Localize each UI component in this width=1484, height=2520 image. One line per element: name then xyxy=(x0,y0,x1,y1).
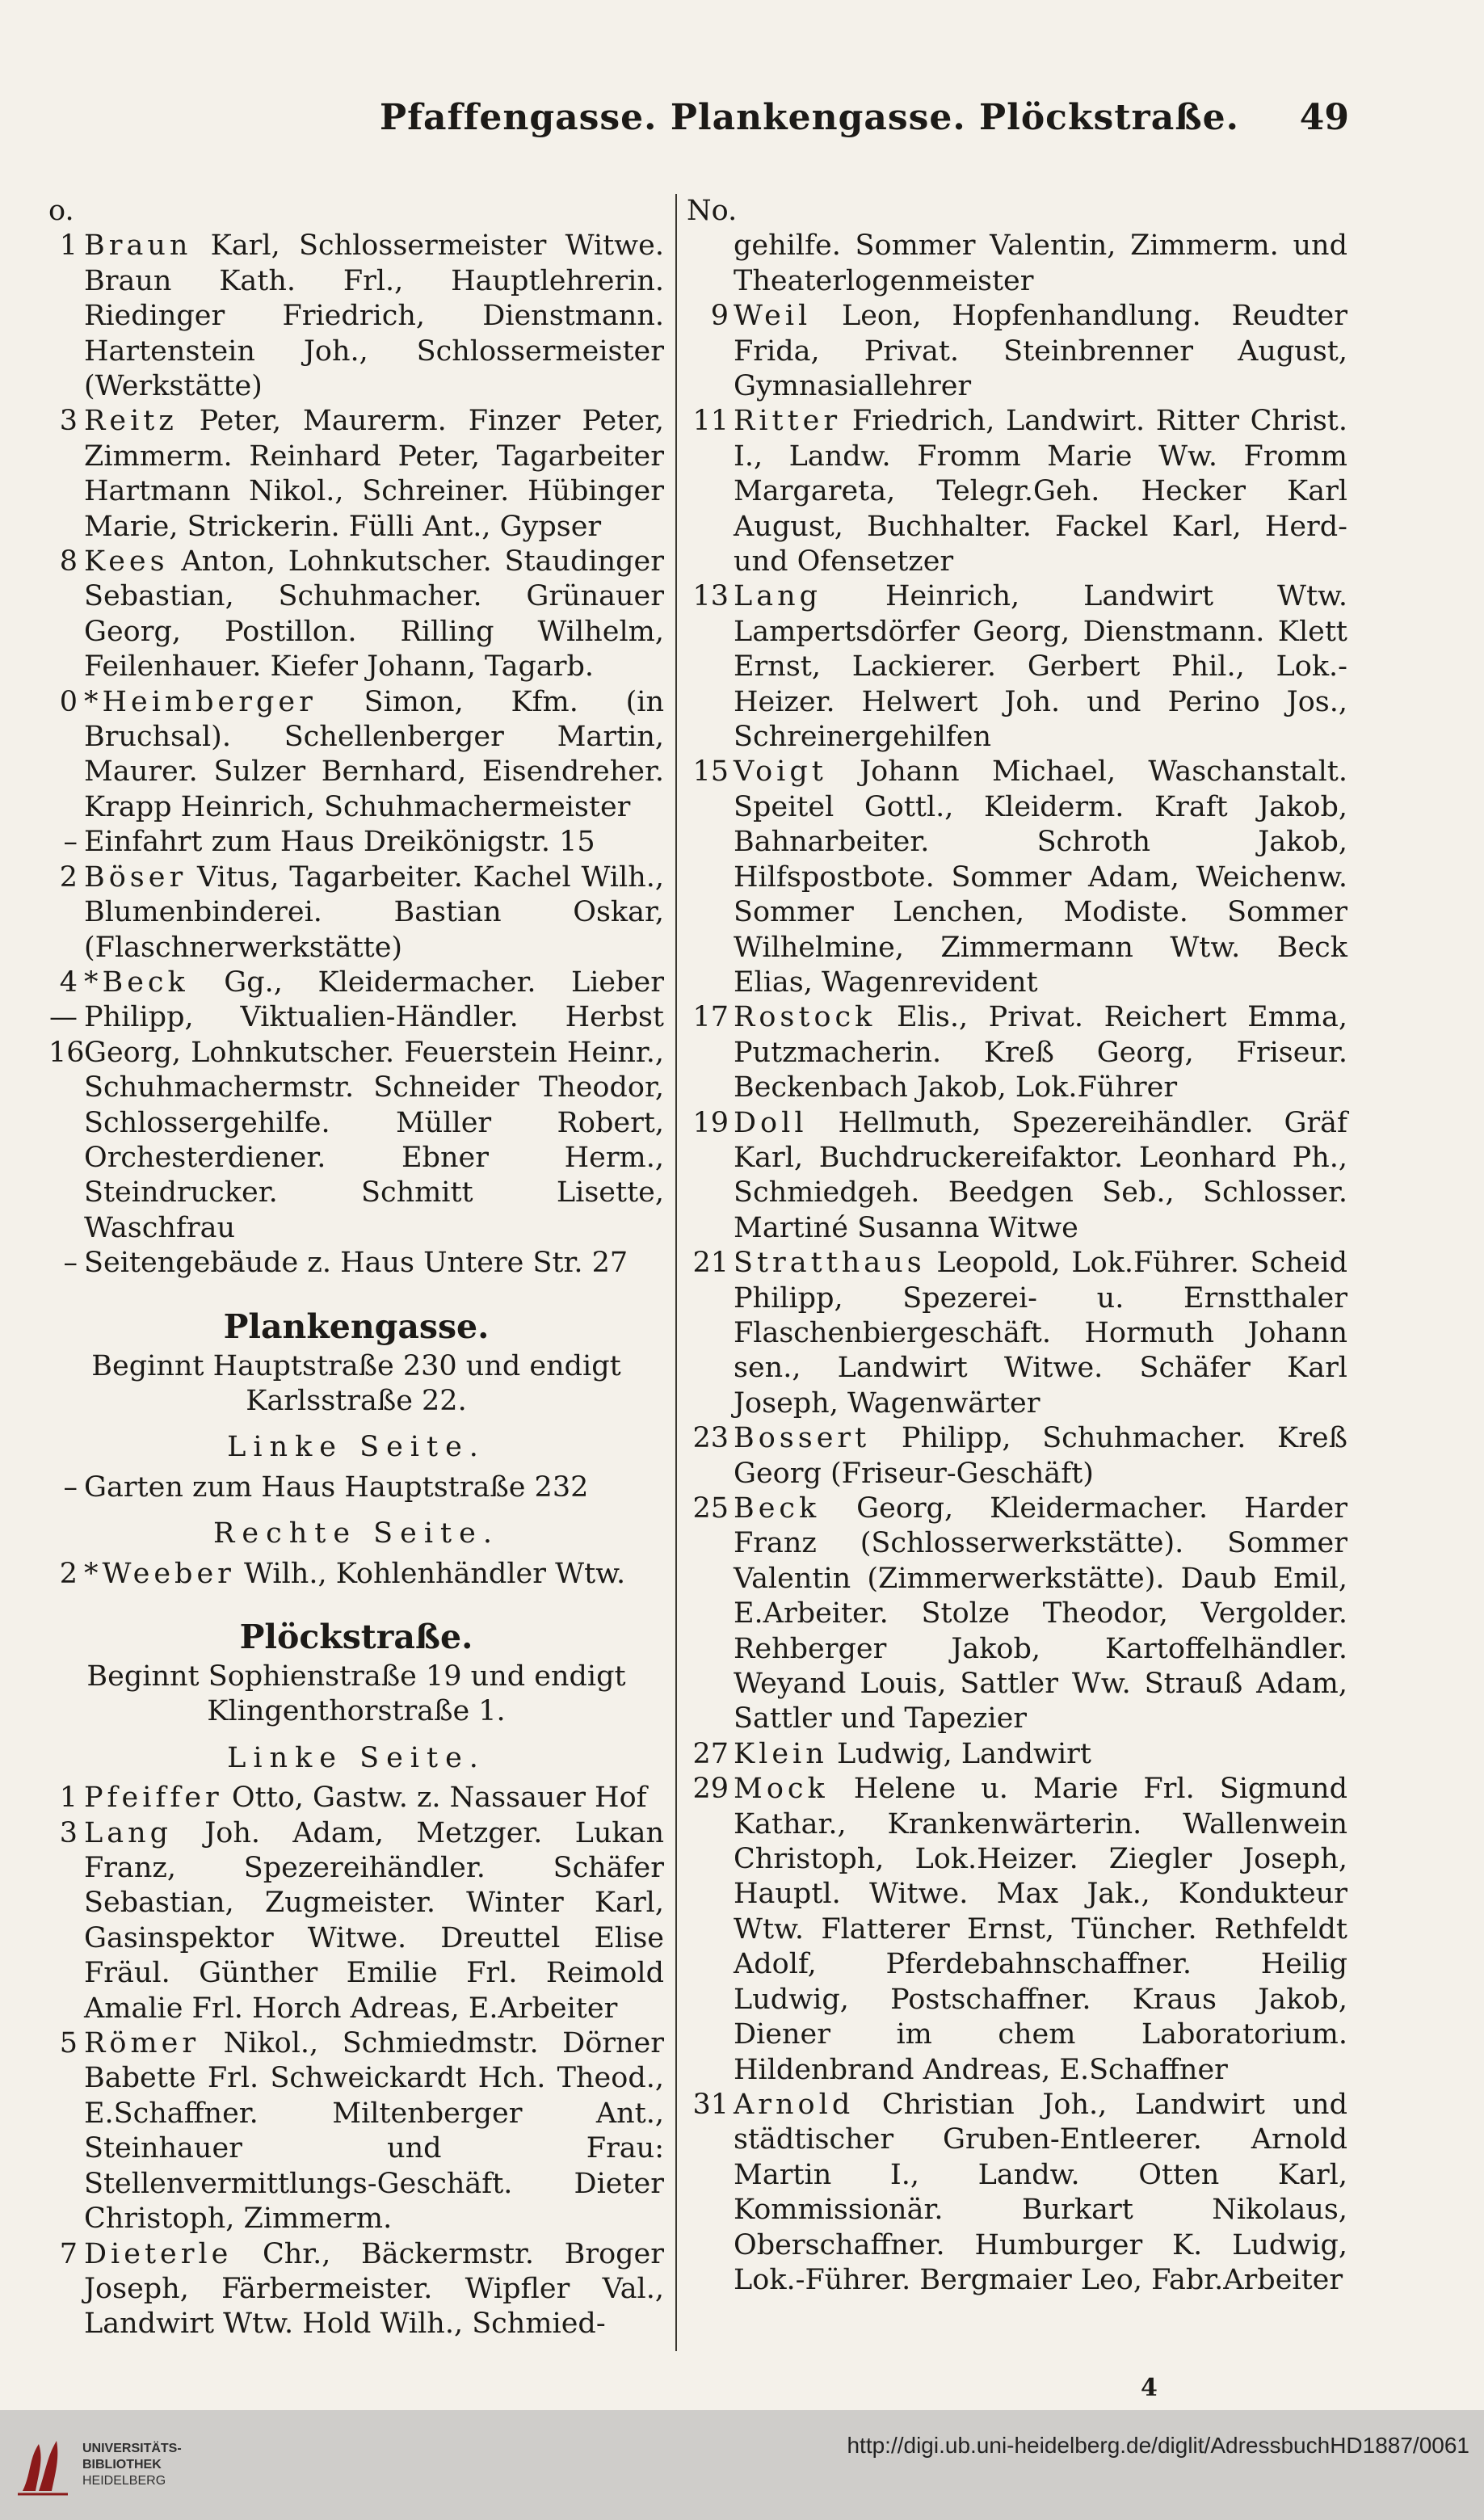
address-entry xyxy=(687,1772,1347,2088)
address-entry xyxy=(687,1246,1347,1421)
address-entry xyxy=(48,825,664,860)
address-entry xyxy=(48,1246,664,1281)
entry-text: Einfahrt zum Haus Dreikönigstr. 15 xyxy=(84,826,595,859)
plankengasse-right-entries xyxy=(48,1557,664,1592)
address-entry xyxy=(687,1421,1347,1491)
address-entry xyxy=(48,685,664,826)
entry-text: Nikol., Schmiedmstr. Dörner Babette Frl. Schweickardt Hch. Theod., E.Schaffner. Miltenberger Ant., Steinhauer und Frau: Stellenvermittlungs-Geschäft. Dieter Christoph, Zimmerm. xyxy=(84,2027,664,2236)
pfaffengasse-entries xyxy=(48,229,664,1281)
entry-text: Hellmuth, Spezereihändler. Gräf Karl, Buchdruckereifaktor. Leonhard Ph., Schmiedgeh. Beedgen Seb., Schlosser. Martiné Susanna Witwe xyxy=(734,1106,1347,1244)
plankengasse-section xyxy=(48,1304,664,1592)
continuation-entry xyxy=(687,229,1347,299)
resident-name: Doll xyxy=(734,1106,808,1139)
entry-text: Garten zum Haus Hauptstraße 232 xyxy=(84,1470,589,1504)
house-number: 5 xyxy=(59,2027,78,2060)
resident-name: Ritter xyxy=(734,405,842,438)
section-heading: Plankengasse. xyxy=(223,1306,490,1346)
address-entry xyxy=(687,1106,1347,1247)
side-heading-left: Linke Seite. xyxy=(227,1431,486,1464)
entry-text: Philipp, Schuhmacher. Kreß Georg (Friseur-Geschäft) xyxy=(734,1422,1347,1490)
column-head-number: No. xyxy=(687,195,738,227)
house-number: 23 xyxy=(692,1422,729,1455)
address-entry xyxy=(687,404,1347,579)
resident-name: Arnold xyxy=(734,2088,855,2121)
running-title: Pfaffengasse. Plankengasse. Plöckstraße. xyxy=(380,97,1239,138)
entry-text: Christian Joh., Landwirt und städtischer Gruben-Entleerer. Arnold Martin I., Landw. Otten Karl, Kommissionär. Burkart Nikolaus, Oberschaffner. Humburger K. Ludwig, Lok.-Führer. Bergmaier Leo, Fabr.Arbeiter xyxy=(734,2088,1347,2296)
library-name xyxy=(82,2441,182,2489)
address-entry xyxy=(48,229,664,404)
address-entry xyxy=(687,755,1347,1000)
address-entry xyxy=(48,545,664,685)
house-number: 17 xyxy=(692,1001,729,1034)
library-seal-icon xyxy=(15,2434,71,2497)
ploeckstrasse-section xyxy=(48,1614,664,2342)
resident-name: Voigt xyxy=(734,755,827,789)
house-number: – xyxy=(63,1470,78,1504)
address-entry xyxy=(687,2088,1347,2298)
source-url-link[interactable]: http://digi.ub.uni-heidelberg.de/diglit/AdressbuchHD1887/0061 xyxy=(847,2433,1469,2458)
resident-name: Mock xyxy=(734,1773,829,1806)
resident-name: Pfeiffer xyxy=(84,1782,223,1815)
ploeckstrasse-right-entries xyxy=(687,299,1347,2298)
address-entry xyxy=(48,860,664,966)
section-intro: Beginnt Sophienstraße 19 und endigt Klingenthorstraße 1. xyxy=(86,1660,626,1728)
entry-text: Otto, Gastw. z. Nassauer Hof xyxy=(231,1782,647,1815)
logo-line: UNIVERSITÄTS- xyxy=(82,2442,182,2455)
entry-text: Anton, Lohnkutscher. Staudinger Sebastian, Schuhmacher. Grünauer Georg, Postillon. Rilling Wilhelm, Feilenhauer. Kiefer Johann, Tagarb. xyxy=(84,545,664,684)
address-entry xyxy=(687,1737,1347,1772)
address-entry xyxy=(48,1781,664,1815)
ploeckstrasse-entries xyxy=(48,1781,664,2342)
address-entry xyxy=(48,1470,664,1505)
house-number: 13 xyxy=(692,580,729,613)
house-number: – xyxy=(63,826,78,859)
entry-text: Elis., Privat. Reichert Emma, Putzmacherin. Kreß Georg, Friseur. Beckenbach Jakob, Lok.Führer xyxy=(734,1001,1347,1104)
resident-name: Lang xyxy=(84,1816,173,1849)
house-number: 0 xyxy=(59,685,78,718)
resident-name: Reitz xyxy=(84,405,178,438)
address-entry xyxy=(687,1491,1347,1737)
house-number: 2 xyxy=(59,860,78,894)
resident-name: Klein xyxy=(734,1737,828,1770)
entry-text: Seitengebäude z. Haus Untere Str. 27 xyxy=(84,1247,628,1280)
house-number: 31 xyxy=(692,2088,729,2121)
address-entry xyxy=(48,404,664,545)
section-heading: Plöckstraße. xyxy=(239,1618,473,1657)
entry-text: Peter, Maurerm. Finzer Peter, Zimmerm. Reinhard Peter, Tagarbeiter Hartmann Nikol., Schreiner. Hübinger Marie, Strickerin. Fülli Ant., Gypser xyxy=(84,405,664,543)
house-number: 3 xyxy=(59,405,78,438)
library-logo xyxy=(15,2430,182,2502)
entry-text: Wilh., Kohlenhändler Wtw. xyxy=(244,1557,626,1590)
column-divider xyxy=(675,194,677,2351)
entry-text: Leopold, Lok.Führer. Scheid Philipp, Spezerei- u. Ernstthaler Flaschenbiergeschäft. Hormuth Johann sen., Landwirt Witwe. Schäfer Karl Joseph, Wagenwärter xyxy=(734,1247,1347,1420)
house-number: – xyxy=(63,1247,78,1280)
plankengasse-left-entries xyxy=(48,1470,664,1505)
house-number: 2 xyxy=(59,1557,78,1590)
entry-text: Gg., Kleidermacher. Lieber Philipp, Viktualien-Händler. Herbst Georg, Lohnkutscher. Feuerstein Heinr., Schuhmachermstr. Schneider Theodor, Schlossergehilfe. Müller Robert, Orchesterdiener. Ebner Herm., Steindrucker. Schmitt Lisette, Waschfrau xyxy=(84,966,664,1244)
address-entry xyxy=(48,2026,664,2236)
house-number: 25 xyxy=(692,1492,729,1525)
resident-name: *Beck xyxy=(84,966,189,999)
resident-name: Dieterle xyxy=(84,2237,233,2270)
house-number: 29 xyxy=(692,1773,729,1806)
resident-name: Lang xyxy=(734,580,822,613)
resident-name: *Weeber xyxy=(84,1557,235,1590)
entry-text: Friedrich, Landwirt. Ritter Christ. I., Landw. Fromm Marie Ww. Fromm Margareta, Telegr.Geh. Hecker Karl August, Buchhalter. Fackel Karl, Herd- und Ofensetzer xyxy=(734,405,1347,578)
page-number: 49 xyxy=(1299,97,1349,138)
resident-name: Bossert xyxy=(734,1422,871,1455)
entry-text: gehilfe. Sommer Valentin, Zimmerm. und Theaterlogenmeister xyxy=(734,229,1347,297)
house-number: 1 xyxy=(59,229,78,263)
address-entry xyxy=(48,2237,664,2342)
side-heading-left: Linke Seite. xyxy=(227,1741,486,1774)
house-number: 15 xyxy=(692,755,729,789)
resident-name: Böser xyxy=(84,860,187,894)
address-entry xyxy=(687,1000,1347,1105)
resident-name: Braun xyxy=(84,229,192,263)
entry-text: Leon, Hopfenhandlung. Reudter Frida, Privat. Steinbrenner August, Gymnasiallehrer xyxy=(734,300,1347,403)
entry-text: Simon, Kfm. (in Bruchsal). Schellenberger Martin, Maurer. Sulzer Bernhard, Eisendreher. Krapp Heinrich, Schuhmachermeister xyxy=(84,685,664,823)
resident-name: Stratthaus xyxy=(734,1247,926,1280)
entry-text: Heinrich, Landwirt Wtw. Lampertsdörfer Georg, Dienstmann. Klett Ernst, Lackierer. Gerbert Phil., Lok.-Heizer. Helwert Joh. und Perino Jos., Schreinergehilfen xyxy=(734,580,1347,754)
address-entry xyxy=(48,1816,664,2026)
entry-text: Helene u. Marie Frl. Sigmund Kathar., Krankenwärterin. Wallenwein Christoph, Lok.Heizer. Ziegler Joseph, Hauptl. Witwe. Max Jak., Kondukteur Wtw. Flatterer Ernst, Tüncher. Rethfeldt Adolf, Pferdebahnschaffner. Heilig Ludwig, Postschaffner. Kraus Jakob, Diener im chem Laboratorium. Hildenbrand Andreas, E.Schaffner xyxy=(734,1773,1347,2086)
resident-name: Römer xyxy=(84,2027,200,2060)
column-head-number: o. xyxy=(48,195,74,227)
resident-name: Weil xyxy=(734,300,812,333)
house-number: 7 xyxy=(59,2237,78,2270)
address-entry xyxy=(687,579,1347,755)
resident-name: *Heimberger xyxy=(84,685,317,718)
house-number: 19 xyxy=(692,1106,729,1139)
resident-name: Kees xyxy=(84,545,169,578)
address-entry xyxy=(48,1557,664,1592)
entry-text: Chr., Bäckermstr. Broger Joseph, Färbermeister. Wipfler Val., Landwirt Wtw. Hold Wilh., Schmied- xyxy=(84,2237,664,2341)
house-number: 9 xyxy=(710,300,729,333)
address-entry xyxy=(48,966,664,1246)
house-number: 27 xyxy=(692,1737,729,1770)
entry-text: Johann Michael, Waschanstalt. Speitel Gottl., Kleiderm. Kraft Jakob, Bahnarbeiter. Schroth Jakob, Hilfspostbote. Sommer Adam, Weichenw. Sommer Lenchen, Modiste. Sommer Wilhelmine, Zimmermann Wtw. Beck Elias, Wagenrevident xyxy=(734,755,1347,999)
address-entry xyxy=(687,299,1347,404)
footer-bar xyxy=(0,2410,1484,2520)
section-intro: Beginnt Hauptstraße 230 und endigt Karlsstraße 22. xyxy=(91,1349,621,1417)
entry-text: Karl, Schlossermeister Witwe. Braun Kath. Frl., Hauptlehrerin. Riedinger Friedrich, Dienstmann. Hartenstein Joh., Schlossermeister (Werkstätte) xyxy=(84,229,664,403)
page-header xyxy=(57,97,1349,162)
resident-name: Beck xyxy=(734,1492,821,1525)
house-number: 21 xyxy=(692,1247,729,1280)
entry-text: Georg, Kleidermacher. Harder Franz (Schlosserwerkstätte). Sommer Valentin (Zimmerwerkstätte). Daub Emil, E.Arbeiter. Stolze Theodor, Vergolder. Rehberger Jakob, Kartoffelhändler. Weyand Louis, Sattler Ww. Strauß Adam, Sattler und Tapezier xyxy=(734,1492,1347,1735)
signature-mark: 4 xyxy=(1141,2374,1158,2402)
side-heading-right: Rechte Seite. xyxy=(213,1517,499,1550)
left-column xyxy=(48,194,664,2342)
logo-line: BIBLIOTHEK xyxy=(82,2458,162,2472)
entry-text: Vitus, Tagarbeiter. Kachel Wilh., Blumenbinderei. Bastian Oskar, (Flaschnerwerkstätte) xyxy=(84,860,664,964)
house-number: 11 xyxy=(692,405,729,438)
logo-line: HEIDELBERG xyxy=(82,2474,166,2488)
house-number: 4—16 xyxy=(48,966,85,1069)
house-number: 8 xyxy=(59,545,78,578)
entry-text: Joh. Adam, Metzger. Lukan Franz, Spezereihändler. Schäfer Sebastian, Zugmeister. Winter Karl, Gasinspektor Witwe. Dreuttel Elise Fräul. Günther Emilie Frl. Reimold Amalie Frl. Horch Adreas, E.Arbeiter xyxy=(84,1816,664,2025)
entry-text: Ludwig, Landwirt xyxy=(836,1737,1091,1770)
house-number: 1 xyxy=(59,1782,78,1815)
resident-name: Rostock xyxy=(734,1001,877,1034)
house-number: 3 xyxy=(59,1816,78,1849)
right-column xyxy=(687,194,1347,2298)
